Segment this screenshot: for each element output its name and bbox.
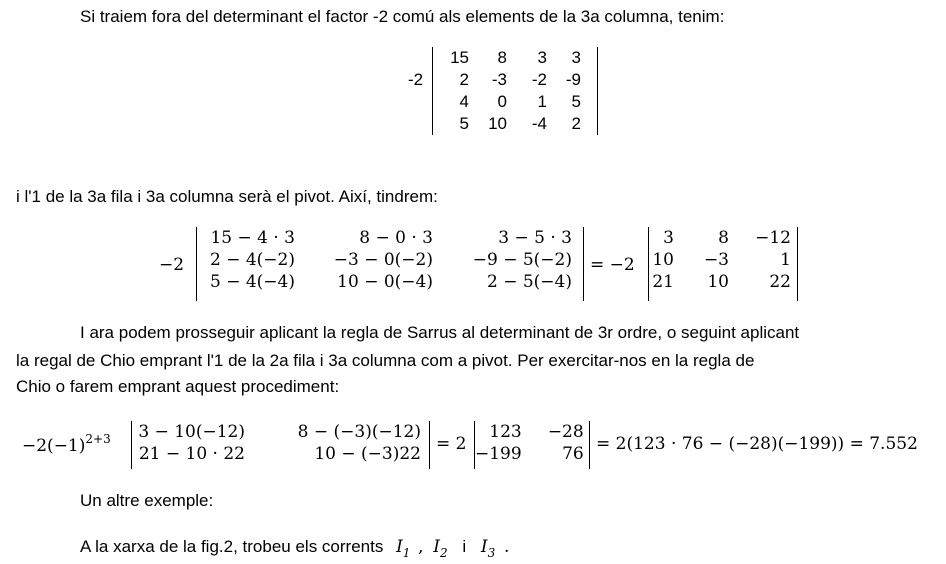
matrix-row: [443, 113, 581, 135]
chio-paragraph-line1: I ara podem prosseguir aplicant la regla de Sarrus al determinant de 3r ordre, o seguint aplicant: [80, 323, 800, 342]
matrix-cell: 0: [497, 92, 507, 111]
matrix-cell: 3: [537, 48, 547, 67]
det3-exponent: 2+3: [85, 432, 111, 446]
matrix-row: [443, 47, 581, 69]
matrix-cell: 123: [489, 422, 522, 442]
matrix-cell: −3 − 0(−2): [333, 250, 433, 270]
matrix-row: [649, 271, 791, 293]
det2-factor: −2: [159, 255, 185, 275]
matrix-cell: 1: [537, 92, 547, 111]
determinant-2x2-result: [474, 421, 590, 469]
matrix-row: [475, 443, 584, 465]
matrix-cell: 21: [652, 272, 674, 292]
matrix-cell: -3: [491, 70, 507, 89]
matrix-cell: 2: [459, 70, 469, 89]
matrix-row: [200, 249, 572, 271]
intro-paragraph: Si traiem fora del determinant el factor -2 comú als elements de la 3a columna, tenim:: [80, 7, 725, 26]
determinant-3x3-expanded: [196, 227, 584, 301]
matrix-row: [200, 227, 572, 249]
matrix-cell: −199: [475, 444, 522, 464]
matrix-cell: -9: [565, 70, 581, 89]
matrix-cell: 2 − 5(−4): [486, 272, 572, 292]
matrix-cell: 4: [459, 92, 469, 111]
chio-paragraph-line2: la regal de Chio emprant l'1 de la 2a fila i 3a columna com a pivot. Per exercitar-nos en la regla de: [16, 351, 755, 370]
matrix-row: [649, 227, 791, 249]
matrix-row: [443, 91, 581, 113]
matrix-row: [649, 249, 791, 271]
matrix-cell: 76: [562, 444, 584, 464]
matrix-cell: 1: [780, 250, 791, 270]
matrix-cell: 5: [459, 114, 469, 133]
matrix-cell: -2: [531, 70, 547, 89]
matrix-cell: 3 − 5 · 3: [498, 228, 572, 248]
determinant-2x2-expanded: [131, 421, 430, 469]
matrix-cell: −9 − 5(−2): [472, 250, 572, 270]
matrix-cell: -4: [531, 114, 547, 133]
matrix-cell: 21 − 10 · 22: [138, 444, 245, 464]
current-i2: $I_2$: [433, 537, 448, 560]
current-i1: $I_1$: [396, 537, 411, 560]
matrix-cell: 10 − (−3)22: [314, 444, 421, 464]
matrix-cell: 3: [663, 228, 674, 248]
matrix-row: [200, 271, 572, 293]
matrix-row: [132, 421, 421, 443]
matrix-cell: −28: [547, 422, 584, 442]
matrix-cell: 8: [497, 48, 507, 67]
example-heading: Un altre exemple:: [80, 491, 214, 510]
currents-paragraph: A la xarxa de la fig.2, trobeu els corrents $I_1$ , $I_2$ i $I_3$ .: [80, 537, 510, 560]
matrix-cell: 3 − 10(−12): [138, 422, 245, 442]
matrix-cell: 8 − (−3)(−12): [297, 422, 421, 442]
matrix-cell: 2: [571, 114, 581, 133]
det1-factor: -2: [408, 70, 424, 89]
matrix-cell: 3: [571, 48, 581, 67]
matrix-cell: 5: [571, 92, 581, 111]
det3-final: = 2(123 · 76 − (−28)(−199)) = 7.552: [596, 434, 918, 454]
det3-equals: = 2: [436, 434, 467, 454]
matrix-cell: −3: [703, 250, 729, 270]
matrix-cell: −12: [755, 228, 791, 248]
matrix-cell: 10 − 0(−4): [337, 272, 433, 292]
pivot-paragraph: i l'1 de la 3a fila i 3a columna serà el pivot. Així, tindrem:: [16, 187, 438, 206]
matrix-cell: 15: [450, 48, 469, 67]
matrix-cell: 22: [769, 272, 791, 292]
matrix-cell: 15 − 4 · 3: [210, 228, 295, 248]
current-i3: $I_3$: [480, 537, 496, 560]
det3-prefix: $-2(-1)^{2+3}$: [22, 432, 111, 456]
matrix-cell: 2 − 4(−2): [209, 250, 295, 270]
det2-equals: = −2: [590, 255, 635, 275]
matrix-row: [132, 443, 421, 465]
determinant-4x4: [432, 47, 598, 135]
chio-paragraph-line3: Chio o farem emprant aquest procediment:: [16, 377, 340, 396]
matrix-cell: 5 − 4(−4): [209, 272, 295, 292]
matrix-row: [443, 69, 581, 91]
determinant-3x3-result: [648, 227, 798, 301]
matrix-cell: 10: [488, 114, 507, 133]
matrix-cell: 10: [652, 250, 674, 270]
matrix-cell: 8: [718, 228, 729, 248]
matrix-cell: 10: [707, 272, 729, 292]
matrix-row: [475, 421, 584, 443]
currents-text: A la xarxa de la fig.2, trobeu els corrents: [80, 537, 384, 556]
matrix-cell: 8 − 0 · 3: [359, 228, 433, 248]
